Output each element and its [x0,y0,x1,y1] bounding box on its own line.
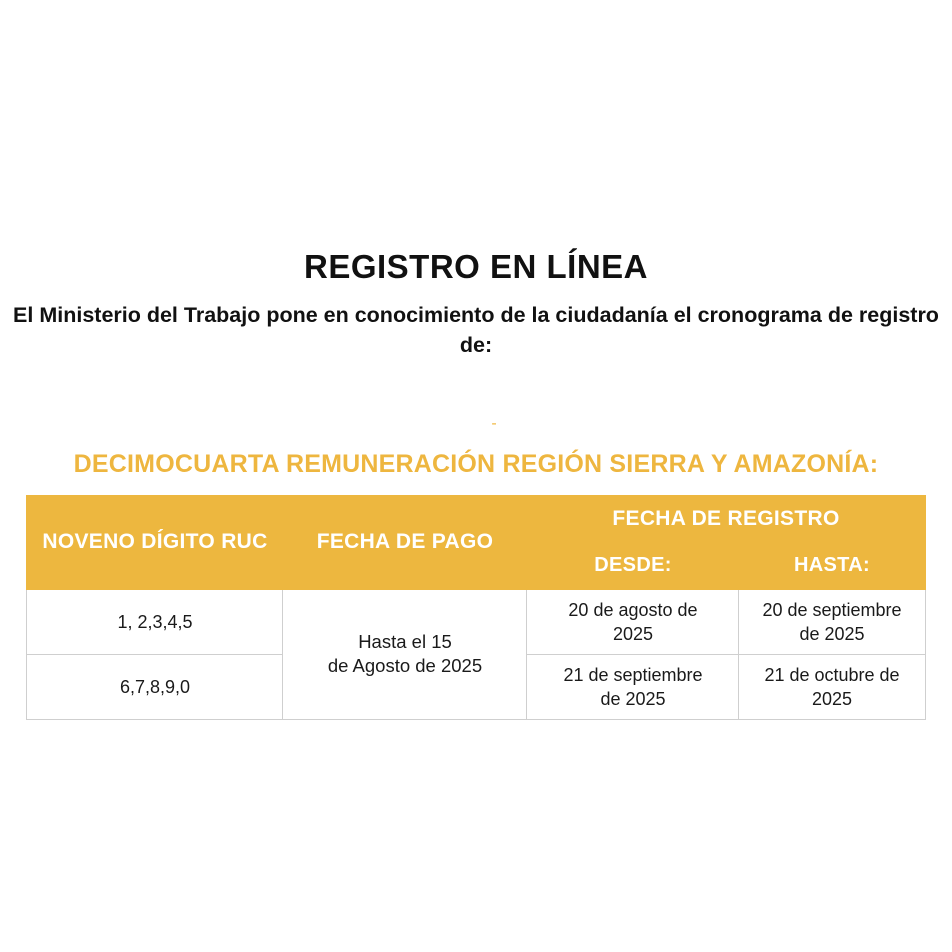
header-ruc: NOVENO DÍGITO RUC [27,495,283,589]
cell-fecha-pago-line2: de Agosto de 2025 [327,655,483,677]
cell-desde-1-line1: 20 de agosto de [568,599,698,620]
cell-hasta-1-line1: 20 de septiembre [762,599,902,620]
cell-fecha-pago [283,589,527,719]
intro-paragraph: El Ministerio del Trabajo pone en conocimiento de la ciudadanía el cronograma de registro de: [13,302,939,358]
section-title: DECIMOCUARTA REMUNERACIÓN REGIÓN SIERRA Y AMAZONÍA: [73,449,879,478]
cell-hasta-2-line1: 21 de octubre de [764,664,900,685]
header-fecha-registro: FECHA DE REGISTRO [527,495,925,542]
decorative-dash: - [491,414,497,432]
cell-desde-1 [527,589,739,654]
header-fecha-pago: FECHA DE PAGO [283,495,527,589]
table-row [27,589,925,654]
page-title: REGISTRO EN LÍNEA [303,248,649,285]
cell-desde-2 [527,654,739,719]
cell-hasta-1 [739,589,925,654]
cell-desde-2-line2: de 2025 [600,688,666,709]
cell-hasta-1-line2: de 2025 [799,623,865,644]
cell-fecha-pago-line1: Hasta el 15 [358,630,452,652]
cell-hasta-2-line2: 2025 [811,688,853,709]
cell-ruc-1: 1, 2,3,4,5 [27,589,283,654]
header-hasta: HASTA: [739,542,925,589]
cell-ruc-2: 6,7,8,9,0 [27,654,283,719]
cell-desde-2-line1: 21 de septiembre [563,664,703,685]
cell-desde-1-line2: 2025 [612,623,653,644]
cell-hasta-2 [739,654,925,719]
table-header-row-1 [27,495,925,542]
document-content [0,248,952,720]
header-desde: DESDE: [527,542,739,589]
schedule-table [26,495,925,720]
